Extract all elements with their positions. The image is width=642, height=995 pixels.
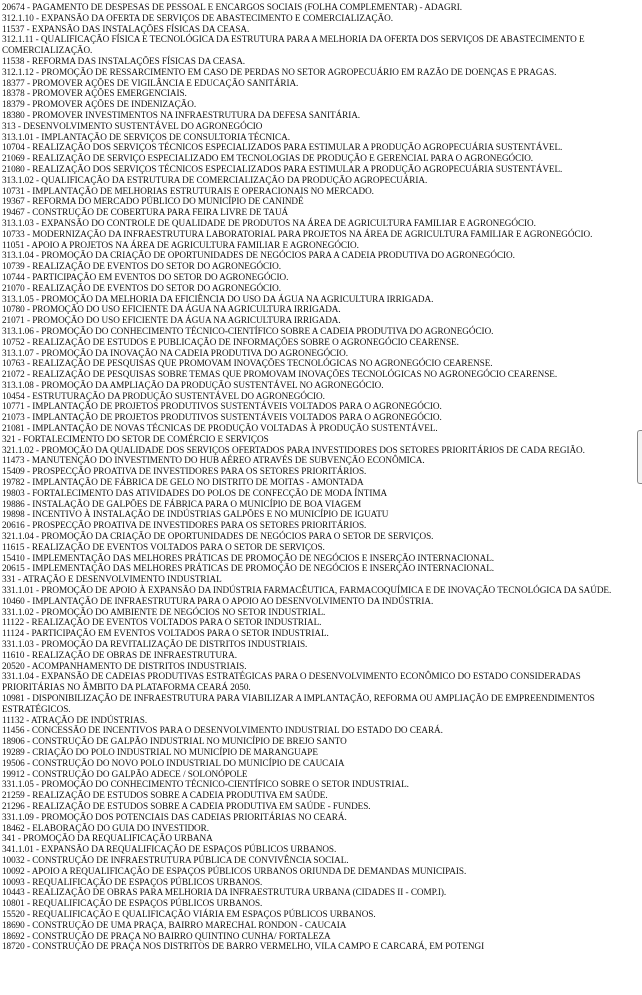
- document-line: 18906 - CONSTRUÇÃO DE GALPÃO INDUSTRIAL NO MUNICÍPIO DE BREJO SANTO: [2, 736, 347, 747]
- document-line: 10744 - PARTICIPAÇÃO EM EVENTOS DO SETOR DO AGRONEGÓCIO.: [2, 271, 289, 282]
- document-line: 313.1.07 - PROMOÇÃO DA INOVAÇÃO NA CADEIA PRODUTIVA DO AGRONEGÓCIO.: [2, 347, 348, 358]
- document-line: 321.1.02 - PROMOÇÃO DA QUALIDADE DOS SERVIÇOS OFERTADOS PARA INVESTIDORES DOS SETORES PRIORITÁRIOS DE CADA REGIÃO.: [2, 444, 585, 455]
- document-line: 10739 - REALIZAÇÃO DE EVENTOS DO SETOR DO AGRONEGÓCIO.: [2, 261, 281, 272]
- document-line: 341 - PROMOÇÃO DA REQUALIFICAÇÃO URBANA: [2, 833, 213, 844]
- document-line: 21296 - REALIZAÇÃO DE ESTUDOS SOBRE A CADEIA PRODUTIVA EM SAÚDE - FUNDES.: [2, 800, 371, 811]
- document-line: 19782 - IMPLANTAÇÃO DE FÁBRICA DE GELO NO DISTRITO DE MOITAS - AMONTADA: [2, 477, 364, 488]
- document-line: 321.1.04 - PROMOÇÃO DA CRIAÇÃO DE OPORTUNIDADES DE NEGÓCIOS PARA O SETOR DE SERVIÇOS.: [2, 531, 434, 542]
- document-line: 11537 - EXPANSÃO DAS INSTALAÇÕES FÍSICAS DA CEASA.: [2, 23, 250, 34]
- document-line: 19367 - REFORMA DO MERCADO PÚBLICO DO MUNICÍPIO DE CANINDÉ: [2, 196, 304, 207]
- document-line: 331.1.01 - PROMOÇÃO DE APOIO À EXPANSÃO DA INDÚSTRIA FARMACÊUTICA, FARMACOQUÍMICA E DE INOVAÇÃO TECNOLÓGICA DA SAÚDE.: [2, 585, 612, 596]
- document-line: 10752 - REALIZAÇÃO DE ESTUDOS E PUBLICAÇÃO DE INFORMAÇÕES SOBRE O AGRONEGÓCIO CEARENSE.: [2, 336, 459, 347]
- document-line: 18380 - PROMOVER INVESTIMENTOS NA INFRAESTRUTURA DA DEFESA SANITÁRIA.: [2, 109, 361, 120]
- document-line: 10763 - REALIZAÇÃO DE PESQUISAS QUE PROMOVAM INOVAÇÕES TECNOLÓGICAS NO AGRONEGÓCIO CEARENSE.: [2, 358, 493, 369]
- document-line: 20674 - PAGAMENTO DE DESPESAS DE PESSOAL E ENCARGOS SOCIAIS (FOLHA COMPLEMENTAR) - ADAGRI.: [2, 2, 462, 12]
- document-line: 341.1.01 - EXPANSÃO DA REQUALIFICAÇÃO DE ESPAÇOS PÚBLICOS URBANOS.: [2, 844, 337, 855]
- document-line: 21080 - REALIZAÇÃO DOS SERVIÇOS TÉCNICOS ESPECIALIZADOS PARA ESTIMULAR A PRODUÇÃO AGROPECUÁRIA SUSTENTÁVEL.: [2, 163, 563, 174]
- document-line: 19467 - CONSTRUÇÃO DE COBERTURA PARA FEIRA LIVRE DE TAUÁ: [2, 207, 289, 218]
- document-line: 331.1.02 - PROMOÇÃO DO AMBIENTE DE NEGÓCIOS NO SETOR INDUSTRIAL.: [2, 606, 326, 617]
- document-line: 10704 - REALIZAÇÃO DOS SERVIÇOS TÉCNICOS ESPECIALIZADOS PARA ESTIMULAR A PRODUÇÃO AGROPECUÁRIA SUSTENTÁVEL.: [2, 142, 563, 153]
- document-line: 313.1.05 - PROMOÇÃO DA MELHORIA DA EFICIÊNCIA DO USO DA ÁGUA NA AGRICULTURA IRRIGADA.: [2, 293, 434, 304]
- document-line: 18690 - CONSTRUÇÃO DE UMA PRAÇA, BAIRRO MARECHAL RONDON - CAUCAIA: [2, 919, 347, 930]
- document-line: 19289 - CRIAÇÃO DO POLO INDUSTRIAL NO MUNICÍPIO DE MARANGUAPE: [2, 746, 318, 757]
- document-line: 10460 - IMPLANTAÇÃO DE INFRAESTRUTURA PARA O APOIO AO DESENVOLVIMENTO DA INDÚSTRIA.: [2, 595, 434, 606]
- document-line: 21071 - PROMOÇÃO DO USO EFICIENTE DA ÁGUA NA AGRICULTURA IRRIGADA.: [2, 315, 341, 326]
- document-line: 20520 - ACOMPANHAMENTO DE DISTRITOS INDUSTRIAIS.: [2, 660, 247, 671]
- document-line: 10443 - REALIZAÇÃO DE OBRAS PARA MELHORIA DA INFRAESTRUTURA URBANA (CIDADES II - COMP.I).: [2, 887, 447, 898]
- document-line: 312.1.10 - EXPANSÃO DA OFERTA DE SERVIÇOS DE ABASTECIMENTO E COMERCIALIZAÇÃO.: [2, 12, 393, 23]
- document-line: 313.1.06 - PROMOÇÃO DO CONHECIMENTO TÉCNICO-CIENTÍFICO SOBRE A CADEIA PRODUTIVA DO AGRONEGÓCIO.: [2, 325, 494, 336]
- document-line: 19506 - CONSTRUÇÃO DO NOVO POLO INDUSTRIAL DO MUNICÍPIO DE CAUCAIA: [2, 757, 345, 768]
- document-line: 321 - FORTALECIMENTO DO SETOR DE COMÉRCIO E SERVIÇOS: [2, 433, 269, 444]
- document-line: 15410 - IMPLEMENTAÇÃO DAS MELHORES PRÁTICAS DE PROMOÇÃO DE NEGÓCIOS E INSERÇÃO INTERNACIONAL.: [2, 552, 495, 563]
- document-line: 21069 - REALIZAÇÃO DE SERVIÇO ESPECIALIZADO EM TECNOLOGIAS DE PRODUÇÃO E GERENCIAL PARA O AGRONEGÓCIO.: [2, 153, 534, 164]
- document-line: 313.1.01 - IMPLANTAÇÃO DE SERVIÇOS DE CONSULTORIA TÉCNICA.: [2, 131, 290, 142]
- document-line: 10801 - REQUALIFICAÇÃO DE ESPAÇOS PÚBLICOS URBANOS.: [2, 898, 263, 909]
- document-line: 21259 - REALIZAÇÃO DE ESTUDOS SOBRE A CADEIA PRODUTIVA EM SAÚDE.: [2, 790, 328, 801]
- document-line: 10981 - DISPONIBILIZAÇÃO DE INFRAESTRUTURA PARA VIABILIZAR A IMPLANTAÇÃO, REFORMA OU AMPLIAÇÃO DE EMPREENDIMENTOS ESTRATÉGICOS.: [2, 693, 595, 714]
- document-line: 11538 - REFORMA DAS INSTALAÇÕES FÍSICAS DA CEASA.: [2, 55, 246, 66]
- document-line: 10454 - ESTRUTURAÇÃO DA PRODUÇÃO SUSTENTÁVEL DO AGRONEGÓCIO.: [2, 390, 325, 401]
- document-line: 312.1.11 - QUALIFICAÇÃO FÍSICA E TECNOLÓGICA DA ESTRUTURA PARA A MELHORIA DA OFERTA DOS SERVIÇOS DE ABASTECIMENTO E COMERCIALIZAÇÃO.: [2, 34, 585, 56]
- document-line: 18720 - CONSTRUÇÃO DE PRAÇA NOS DISTRITOS DE BARRO VERMELHO, VILA CAMPO E CARCARÁ, EM POTENGI: [2, 941, 485, 952]
- document-line: 19803 - FORTALECIMENTO DAS ATIVIDADES DO POLOS DE CONFECÇÃO DE MODA ÍNTIMA: [2, 487, 388, 498]
- document-line: 19912 - CONSTRUÇÃO DO GALPÃO ADECE / SOLONÓPOLE: [2, 768, 248, 779]
- document-line: 20615 - IMPLEMENTAÇÃO DAS MELHORES PRÁTICAS DE PROMOÇÃO DE NEGÓCIOS E INSERÇÃO INTERNACIONAL.: [2, 563, 495, 574]
- document-line: 10032 - CONSTRUÇÃO DE INFRAESTRUTURA PÚBLICA DE CONVIVÊNCIA SOCIAL.: [2, 854, 349, 865]
- document-line: 313.1.02 - QUALIFICAÇÃO DA ESTRUTURA DE COMERCIALIZAÇÃO DA PRODUÇÃO AGROPECUÁRIA.: [2, 174, 428, 185]
- document-line: 313.1.04 - PROMOÇÃO DA CRIAÇÃO DE OPORTUNIDADES DE NEGÓCIOS PARA A CADEIA PRODUTIVA DO AGRONEGÓCIO.: [2, 250, 515, 261]
- document-line: 15409 - PROSPECÇÃO PROATIVA DE INVESTIDORES PARA OS SETORES PRIORITÁRIOS.: [2, 466, 367, 477]
- document-line: 10093 - REQUALIFICAÇÃO DE ESPAÇOS PÚBLICOS URBANOS.: [2, 876, 263, 887]
- document-line: 18379 - PROMOVER AÇÕES DE INDENIZAÇÃO.: [2, 99, 197, 110]
- document-line: 11051 - APOIO A PROJETOS NA ÁREA DE AGRICULTURA FAMILIAR E AGRONEGÓCIO.: [2, 239, 359, 250]
- document-line: 21081 - IMPLANTAÇÃO DE NOVAS TÉCNICAS DE PRODUÇÃO VOLTADAS À PRODUÇÃO SUSTENTÁVEL.: [2, 423, 438, 434]
- document-line: 18692 - CONSTRUÇÃO DE PRAÇA NO BAIRRO QUINTINO CUNHA/ FORTALEZA: [2, 930, 331, 941]
- side-scroll-tab[interactable]: [637, 430, 642, 484]
- document-line: 10731 - IMPLANTAÇÃO DE MELHORIAS ESTRUTURAIS E OPERACIONAIS NO MERCADO.: [2, 185, 374, 196]
- document-line: 19886 - INSTALAÇÃO DE GALPÕES DE FÁBRICA PARA O MUNICÍPIO DE BOA VIAGEM: [2, 498, 362, 509]
- document-line: 331.1.04 - EXPANSÃO DE CADEIAS PRODUTIVAS ESTRATÉGICAS PARA O DESENVOLVIMENTO ECONÔMICO DO ESTADO CONSIDERADAS PRIORITÁRIAS NO ÂMBITO DA PLATAFORMA CEARÁ 2050.: [2, 671, 581, 693]
- document-line: 18378 - PROMOVER AÇÕES EMERGENCIAIS.: [2, 88, 187, 99]
- document-line: 21072 - REALIZAÇÃO DE PESQUISAS SOBRE TEMAS QUE PROMOVAM INOVAÇÕES TECNOLÓGICAS NO AGRONEGÓCIO CEARENSE.: [2, 369, 558, 380]
- document-line: 15520 - REQUALIFICAÇÃO E QUALIFICAÇÃO VIÁRIA EM ESPAÇOS PÚBLICOS URBANOS.: [2, 908, 376, 919]
- document-line: 20616 - PROSPECÇÃO PROATIVA DE INVESTIDORES PARA OS SETORES PRIORITÁRIOS.: [2, 520, 367, 531]
- document-line: 10771 - IMPLANTAÇÃO DE PROJETOS PRODUTIVOS SUSTENTÁVEIS VOLTADOS PARA O AGRONEGÓCIO.: [2, 401, 442, 412]
- document-line: 21073 - IMPLANTAÇÃO DE PROJETOS PRODUTIVOS SUSTENTÁVEIS VOLTADOS PARA O AGRONEGÓCIO.: [2, 412, 442, 423]
- document-line: 331.1.05 - PROMOÇÃO DO CONHECIMENTO TÉCNICO-CIENTÍFICO SOBRE O SETOR INDUSTRIAL.: [2, 779, 409, 790]
- document-line: 11132 - ATRAÇÃO DE INDÚSTRIAS.: [2, 714, 148, 725]
- document-line: 11473 - MANUTENÇÃO DO INVESTIMENTO DO HUB AÉREO ATRAVÉS DE SUBVENÇÃO ECONÔMICA.: [2, 455, 425, 466]
- document-line: 11615 - REALIZAÇÃO DE EVENTOS VOLTADOS PARA O SETOR DE SERVIÇOS.: [2, 541, 325, 552]
- document-line: 11122 - REALIZAÇÃO DE EVENTOS VOLTADOS PARA O SETOR INDUSTRIAL.: [2, 617, 322, 628]
- document-line: 312.1.12 - PROMOÇÃO DE RESSARCIMENTO EM CASO DE PERDAS NO SETOR AGROPECUÁRIO EM RAZÃO DE DOENÇAS E PRAGAS.: [2, 66, 557, 77]
- document-line: 18462 - ELABORAÇÃO DO GUIA DO INVESTIDOR.: [2, 822, 209, 833]
- document-line: 11456 - CONCESSÃO DE INCENTIVOS PARA O DESENVOLVIMENTO INDUSTRIAL DO ESTADO DO CEARÁ.: [2, 725, 443, 736]
- document-line: 331.1.09 - PROMOÇÃO DOS POTENCIAIS DAS CADEIAS PRIORITÁRIAS NO CEARÁ.: [2, 811, 347, 822]
- document-line: 331 - ATRAÇÃO E DESENVOLVIMENTO INDUSTRIAL: [2, 574, 222, 585]
- document-line: 10733 - MODERNIZAÇÃO DA INFRAESTRUTURA LABORATORIAL PARA PROJETOS NA ÁREA DE AGRICULTURA FAMILIAR E AGRONEGÓCIO.: [2, 228, 593, 239]
- document-line: 18377 - PROMOVER AÇÕES DE VIGILÂNCIA E EDUCAÇÃO SANITÁRIA.: [2, 77, 299, 88]
- document-line: 19898 - INCENTIVO À INSTALAÇÃO DE INDÚSTRIAS GALPÕES E NO MUNICÍPIO DE IGUATU: [2, 509, 389, 520]
- document-line: 331.1.03 - PROMOÇÃO DA REVITALIZAÇÃO DE DISTRITOS INDUSTRIAIS.: [2, 639, 308, 650]
- document-line: 313.1.08 - PROMOÇÃO DA AMPLIAÇÃO DA PRODUÇÃO SUSTENTÁVEL NO AGRONEGÓCIO.: [2, 379, 384, 390]
- document-line: 10092 - APOIO A REQUALIFICAÇÃO DE ESPAÇOS PÚBLICOS URBANOS ORIUNDA DE DEMANDAS MUNICIPAIS.: [2, 865, 467, 876]
- document-line: 313.1.03 - EXPANSÃO DO CONTROLE DE QUALIDADE DE PRODUTOS NA ÁREA DE AGRICULTURA FAMILIAR E AGRONEGÓCIO.: [2, 217, 536, 228]
- document-line: 10780 - PROMOÇÃO DO USO EFICIENTE DA ÁGUA NA AGRICULTURA IRRIGADA.: [2, 304, 341, 315]
- document-page: [0, 2, 632, 952]
- document-line: 11124 - PARTICIPAÇÃO EM EVENTOS VOLTADOS PARA O SETOR INDUSTRIAL.: [2, 628, 329, 639]
- document-line: 313 - DESENVOLVIMENTO SUSTENTÁVEL DO AGRONEGÓCIO: [2, 120, 263, 131]
- document-line: 21070 - REALIZAÇÃO DE EVENTOS DO SETOR DO AGRONEGÓCIO.: [2, 282, 281, 293]
- document-line: 11610 - REALIZAÇÃO DE OBRAS DE INFRAESTRUTURA.: [2, 649, 237, 660]
